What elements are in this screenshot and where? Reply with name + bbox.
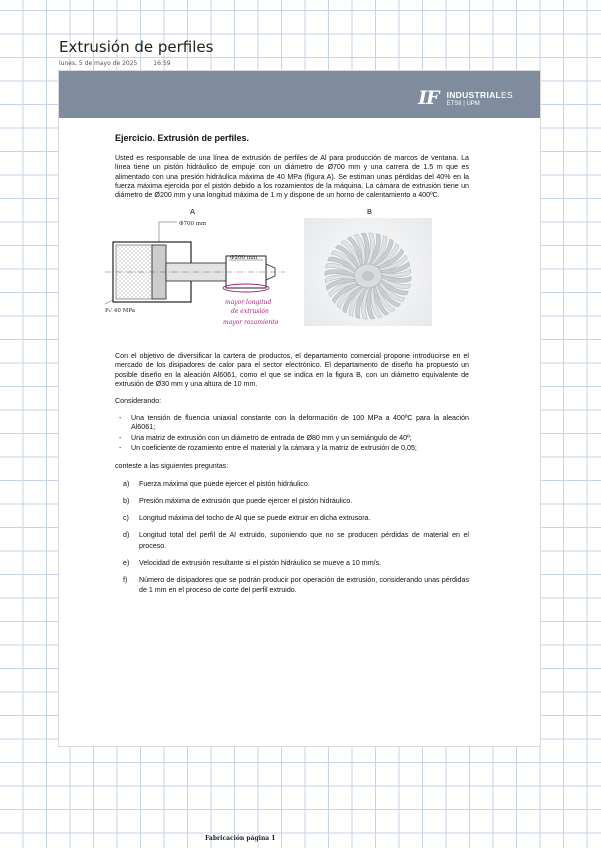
document-page: [58, 70, 541, 747]
question-letter: a): [123, 480, 130, 489]
question-item: [123, 513, 469, 524]
bullet-dash: -: [119, 414, 122, 423]
document-content: [105, 133, 469, 602]
questions-list: [115, 479, 469, 596]
assumption-item: [119, 434, 469, 443]
logo-word-thin: ES: [501, 89, 513, 100]
question-letter: c): [123, 514, 129, 523]
note-time: 16:59: [153, 60, 171, 67]
figure-a-label: A: [190, 207, 196, 217]
question-text: Número de disipadores que se podrán producir por operación de extrusión, considerando unas pérdidas de 1 mm en el proceso de corte del perfil extruido.: [139, 575, 469, 595]
bullet-dash: -: [119, 433, 122, 442]
figure-b-heatsink-photo: [304, 218, 432, 326]
question-letter: d): [123, 531, 130, 540]
considering-label: Considerando:: [115, 397, 162, 406]
handwritten-note-2: de extrusión: [231, 308, 269, 316]
bullet-dash: -: [119, 443, 122, 452]
question-item: [123, 530, 469, 551]
logo-mark: IF: [418, 87, 439, 109]
intro-paragraph: Usted es responsable de una línea de extrusión de perfiles de Al para producción de marcos de ventana. La línea tiene un pistón hidráulico de empuje con un diámetro de Ø700 mm y una carrera de 1.5 m que es alimentado con una presión hidráulica máxima de 40 MPa (figura A). Se estiman unas pérdidas del 40% en la fuerza máxima ejercida por el pistón debido a los rozamientos de la máquina. La cámara de extrusión tiene un diámetro de Ø200 mm y una longitud máxima de 1 m y dispone de un horno de calentamiento a 400ºC.: [115, 154, 469, 200]
dim-piston-label: Φ700 mm: [179, 221, 207, 228]
question-letter: b): [123, 497, 130, 506]
question-letter: e): [123, 558, 130, 567]
assumption-item: [119, 444, 469, 453]
question-item: [123, 558, 469, 569]
question-item: [123, 479, 469, 490]
heatsink-illustration: [304, 218, 432, 326]
assumption-item: [119, 414, 469, 432]
header-banner: [59, 71, 540, 118]
note-timestamp: [59, 60, 171, 67]
handwritten-note-1: mayor longitud: [225, 299, 272, 307]
figure-b-label: B: [367, 207, 373, 217]
assumption-text: Un coeficiente de rozamiento entre el material y la cámara y la matriz de extrusión de 0,05;: [131, 443, 417, 452]
page-footer-label: Fabricación página 1: [205, 835, 276, 842]
note-date: lunes, 5 de mayo de 2025: [59, 60, 138, 67]
exercise-title: Ejercicio. Extrusión de perfiles.: [115, 133, 250, 143]
question-text: Longitud máxima del tocho de Al que se puede extruir en dicha extrusora.: [139, 514, 371, 523]
logo-subtitle: ETSII | UPM: [446, 100, 480, 107]
question-item: [123, 496, 469, 507]
question-text: Longitud total del perfil de Al extruido, suponiendo que no se producen pérdidas de material en el proceso.: [139, 531, 469, 550]
answer-intro: conteste a las siguientes preguntas:: [115, 462, 229, 471]
second-paragraph: Con el objetivo de diversificar la cartera de productos, el departamento comercial propone introducirse en el mercado de los disipadores de calor para el sector electrónico. El departamento de diseño ha propuesto un posible diseño en la aleación Al6061, como el que se indica en la figura B, con un diámetro equivalente de extrusión de Ø30 mm y una altura de 10 mm.: [115, 352, 469, 388]
question-text: Velocidad de extrusión resultante si el pistón hidráulico se mueve a 10 mm/s.: [139, 558, 382, 567]
question-text: Fuerza máxima que puede ejercer el pistón hidráulico.: [139, 480, 310, 489]
note-title[interactable]: Extrusión de perfiles: [59, 38, 214, 56]
question-text: Presión máxima de extrusión que puede ejercer el pistón hidráulico.: [139, 497, 353, 506]
assumptions-list: [115, 414, 469, 453]
question-item: [123, 575, 469, 596]
handwritten-note-3: mayor rozamiento: [223, 319, 279, 327]
assumption-text: Una tensión de fluencia uniaxial constante con la deformación de 100 MPa a 400ºC para la aleación Al6061;: [131, 414, 469, 432]
university-logo: [418, 87, 513, 109]
figures: [95, 208, 475, 340]
dim-chamber-label: Φ200 mm: [230, 255, 258, 262]
logo-word: INDUSTRIAL: [446, 89, 502, 100]
pressure-label: Pₕⁱ 40 MPa: [105, 308, 136, 315]
figure-a-extruder-diagram: [95, 208, 295, 340]
logo-text: [447, 90, 513, 107]
assumption-text: Una matriz de extrusión con un diámetro de entrada de Ø80 mm y un semiángulo de 40º;: [131, 433, 412, 442]
question-letter: f): [123, 575, 128, 584]
